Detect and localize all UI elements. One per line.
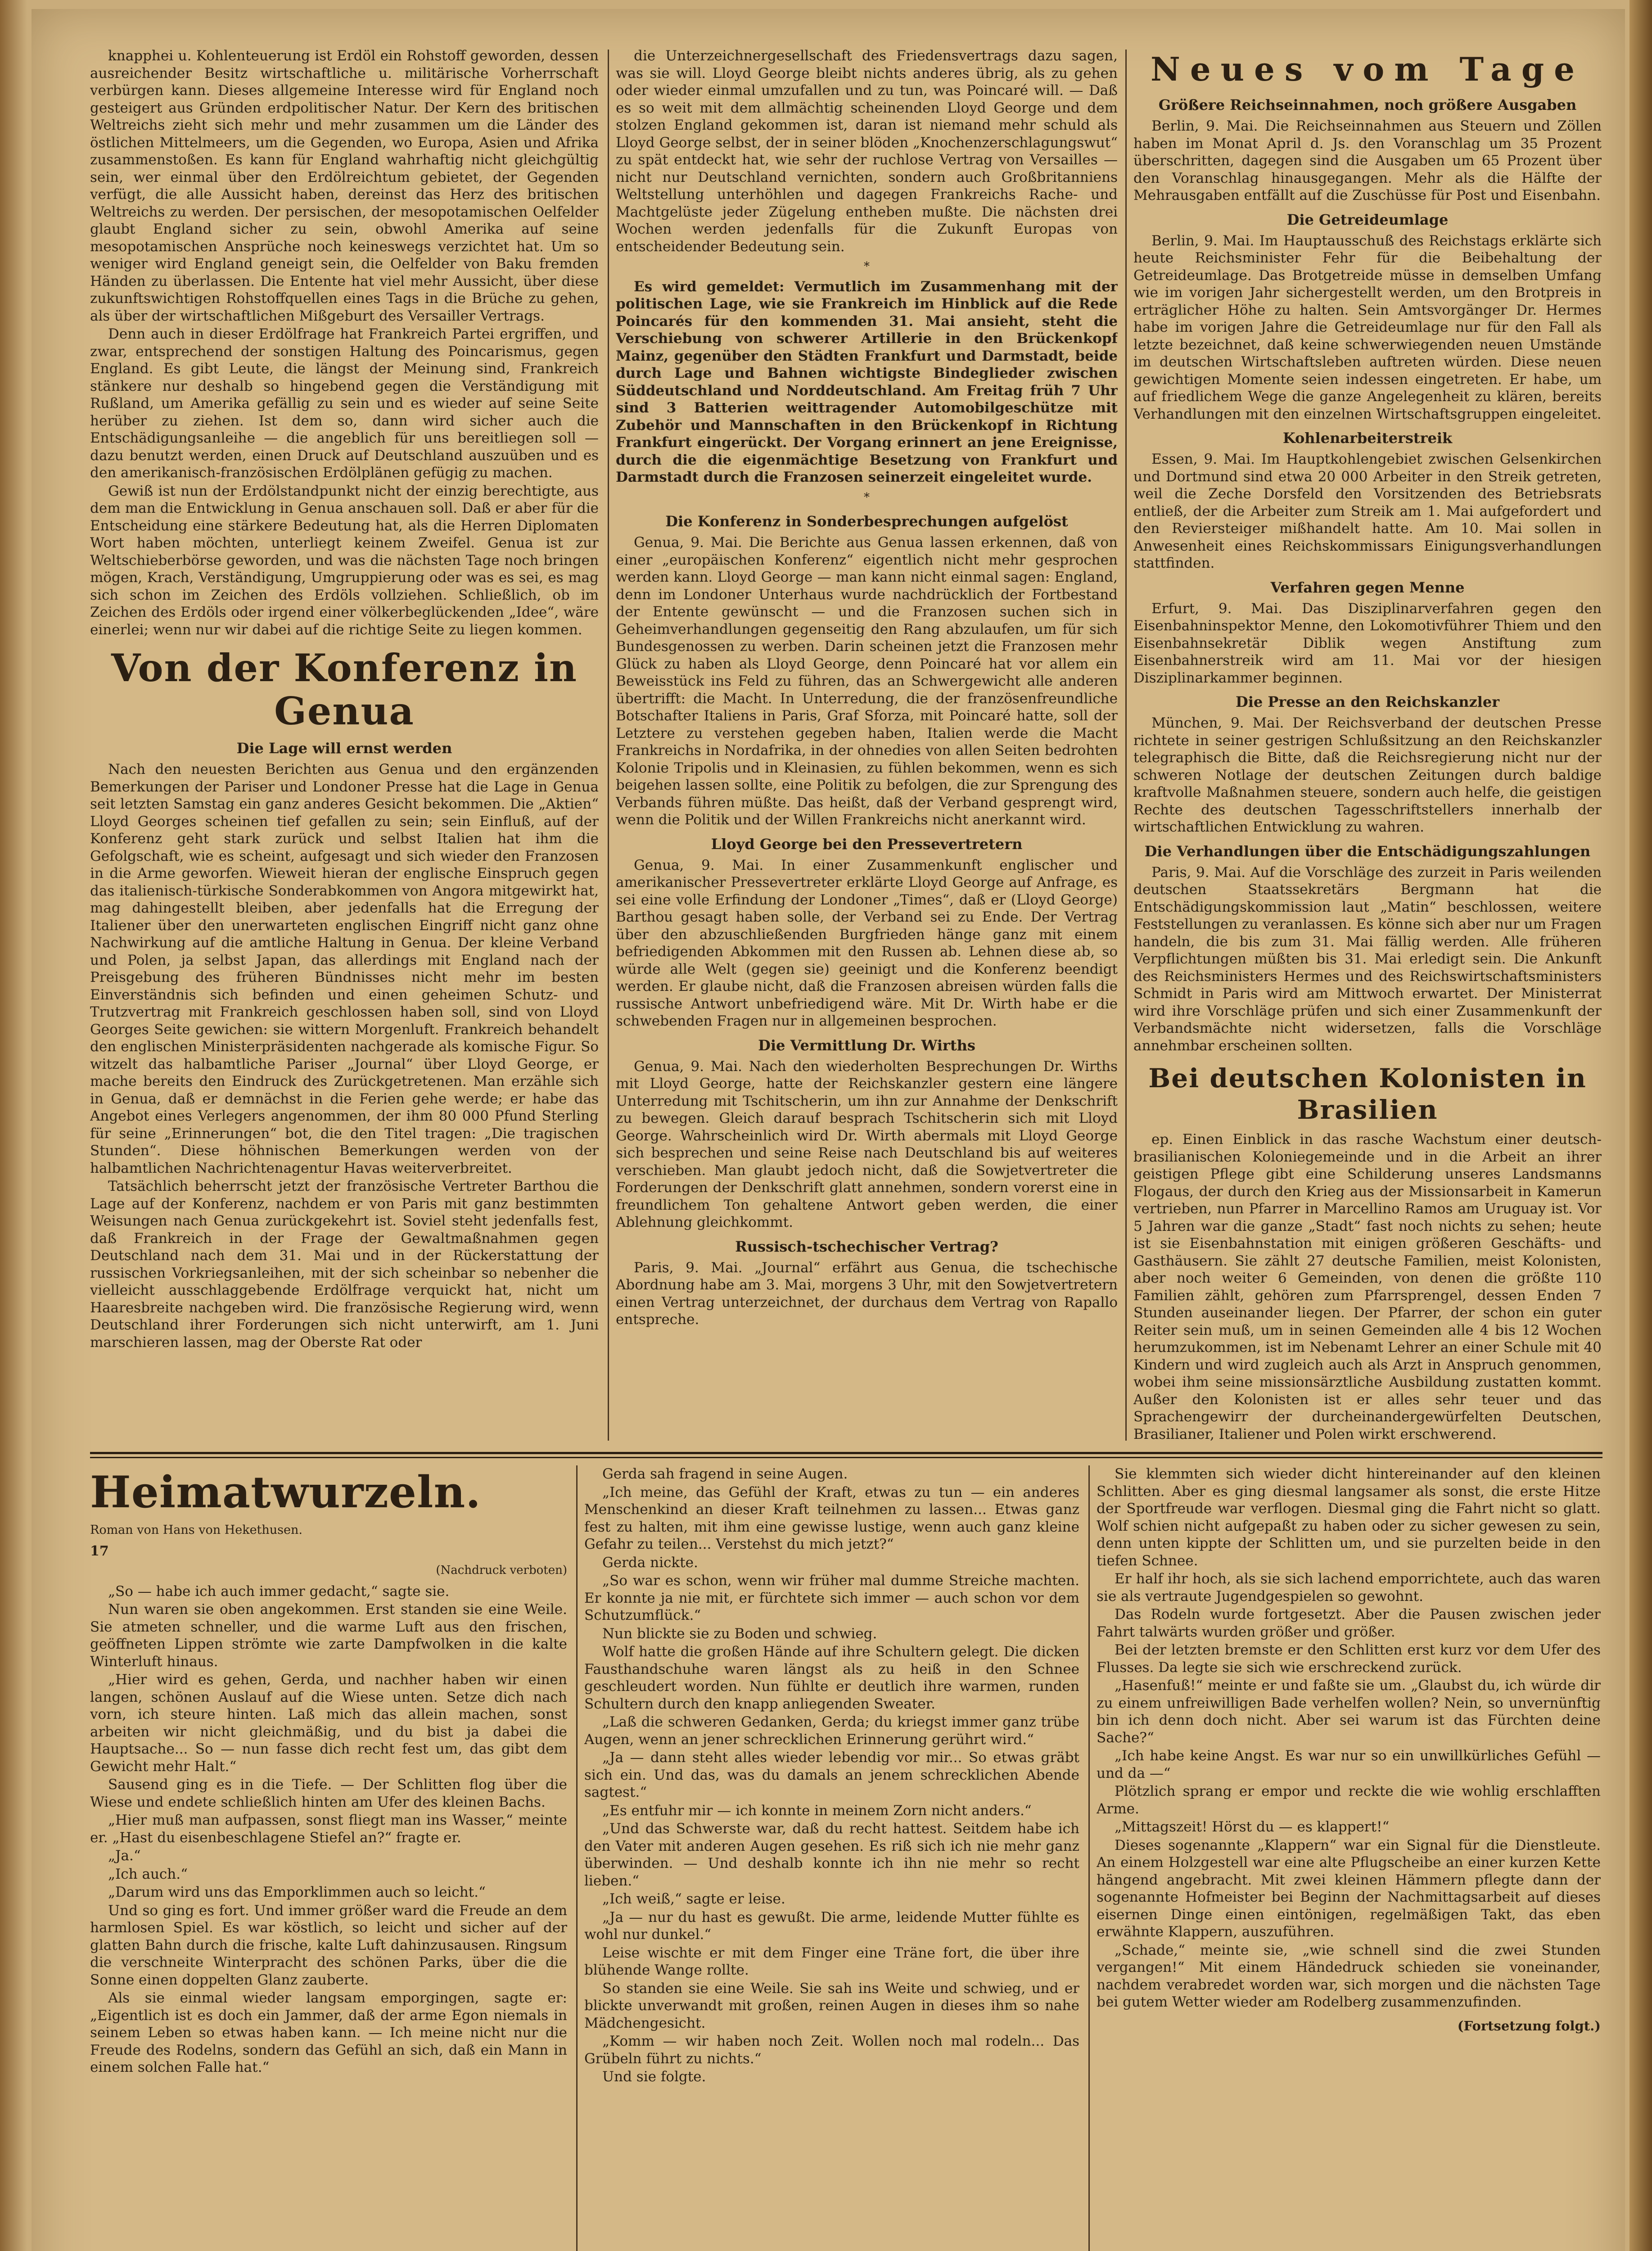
column-rule-1 <box>608 50 609 1441</box>
heimat-column-c <box>1097 1465 1601 2251</box>
russ-text: Paris, 9. Mai. „Journal“ erfährt aus Genua, die tschechische Abordnung habe am 3. Mai, morgens 3 Uhr, mit den Sowjetvertretern einen Vertrag unterzeichnet, der durchaus dem Vertrag von Rapallo entspreche. <box>616 1259 1118 1328</box>
kolonisten-text: ep. Einen Einblick in das rasche Wachstum einer deutsch-brasilianischen Koloniegemeinde und in die Arbeit an ihrer geistigen Pflege gibt eine Schilderung unseres Landsmanns Flogaus, der durch den Krieg aus der Missionsarbeit in Kamerun vertrieben, nun Pfarrer in Marcellino Ramos am Uruguay ist. Vor 5 Jahren war die ganze „Stadt“ fast noch nichts zu sehen; heute ist sie Eisenbahnstation mit einigen größeren Geschäfts- und Gasthäusern. Sie zählt 27 deutsche Familien, meist Kolonisten, aber noch weiter 6 Gemeinden, von denen die größte 110 Familien zählt, gehören zum Pfarrsprengel, dessen Enden 7 Stunden auseinander liegen. Der Pfarrer, der schon ein guter Reiter sein muß, um in seinen Gemeinden alle 4 bis 12 Wochen herumzukommen, ist im Nebenamt Lehrer an einer Schule mit 40 Kindern und wird zugleich auch als Arzt in Anspruch genommen, wobei ihm seine missionsärztliche Ausbildung zustatten kommt. Außer den Kolonisten ist er alles sehr teuer und das Sprachengewirr der durcheinandergewürfelten Deutschen, Brasilianer, Italiener und Polen wirkt erschwerend. <box>1133 1131 1602 1442</box>
nachrichten-list <box>1133 96 1602 1054</box>
column-3 <box>1133 47 1602 1443</box>
story-paragraph: Gerda sah fragend in seine Augen. <box>602 1466 848 1482</box>
feuilleton-divider-thin <box>90 1457 1602 1458</box>
paragraph: Tatsächlich beherrscht jetzt der französische Vertreter Barthou die Lage auf der Konferenz, nachdem er von Paris mit ganz bestimmten Weisungen nach Genua zurückgekehrt ist. Soviel steht jedenfalls fest, daß Frankreich in der Frage der Gewaltmaßnahmen gegen Deutschland nach dem 31. Mai und in der Rückerstattung der russischen Vorkriegsanleihen, mit der sich scheinbar so nebenher die vielleicht ausschlaggebende Erdölfrage verquickt hat, nicht um Haaresbreite nachgeben wird. Die französische Regierung wird, wenn Deutschland ihrer Forderungen sich nicht unterwirft, am 1. Juni marschieren lassen, mag der Oberste Rat oder <box>90 1178 599 1351</box>
story-paragraph: „Mittagszeit! Hörst du — es klappert!“ <box>1115 1819 1390 1835</box>
story-paragraph: „Ich weiß,“ sagte er leise. <box>602 1891 785 1907</box>
fortsetzung-folgt: (Fortsetzung folgt.) <box>1457 2018 1601 2034</box>
story-paragraph: Bei der letzten bremste er den Schlitten erst kurz vor dem Ufer des Flusses. Da legte sie sich wie erschreckend zurück. <box>1097 1642 1601 1676</box>
paragraph: Denn auch in dieser Erdölfrage hat Frankreich Partei ergriffen, und zwar, entsprechend der sonstigen Haltung des Poincarismus, gegen England. Es gibt Leute, die längst der Meinung sind, Frankreich stänkere nur deshalb so hingebend gegen die Verständigung mit Rußland, um Amerika gefällig zu sein und es wieder auf seine Seite herüber zu ziehen. Ist dem so, dann wird sicher auch die Entschädigungsanleihe — die angeblich für uns bereitliegen soll — dazu benutzt werden, einen Druck auf Deutschland auszuüben und es den amerikanisch-französischen Erdölplänen gefügig zu machen. <box>90 326 599 481</box>
konferenz-subhead: Die Lage will ernst werden <box>236 740 452 757</box>
story-paragraph: So standen sie eine Weile. Sie sah ins Weite und schwieg, und er blickte unverwandt mit großen, reinen Augen in dieses ihm so nahe Mädchengesicht. <box>584 1980 1079 2031</box>
separator-star: * <box>864 490 870 504</box>
story-paragraph: Wolf hatte die großen Hände auf ihre Schultern gelegt. Die dicken Fausthandschuhe waren längst als zu heiß in den Schnee geschleudert worden. Nun fühlte er deutlich ihre warmen, runden Schultern durch den knapp anliegenden Sweater. <box>584 1644 1079 1712</box>
sonder-subhead: Die Konferenz in Sonderbesprechungen aufgelöst <box>665 513 1068 530</box>
paragraph: die Unterzeichnergesellschaft des Friedensvertrags dazu sagen, was sie will. Lloyd George bleibt nichts anderes übrig, als zu gehen oder wieder einmal umzufallen und zu tun, was Poincaré will. — Daß es so weit mit dem allmächtig scheinenden Lloyd George und dem stolzen England gekommen ist, daran ist niemand mehr schuld als Lloyd George selbst, der in seiner blöden „Knochenzerschlagungswut“ zu spät entdeckt hat, wie sehr der ruchlose Vertrag von Versailles — nicht nur Deutschland vernichten, sondern auch Großbritanniens Weltstellung unterhöhlen und dagegen Frankreichs Rache- und Machtgelüste jeder Zügelung entheben mußte. Die nächsten drei Wochen werden jedenfalls für die Zukunft Europas von entscheidender Bedeutung sein. <box>616 48 1118 255</box>
heimat-title: Heimatwurzeln. <box>90 1467 481 1518</box>
paragraph: knapphei u. Kohlenteuerung ist Erdöl ein Rohstoff geworden, dessen ausreichender Besitz wirtschaftliche u. militärische Vorherrschaft verbürgen kann. Dieses allgemeine Interesse wird für England noch gesteigert aus Gründen erdpolitischer Natur. Der Kern des britischen Weltreichs zieht sich mehr und mehr zusammen um die Länder des östlichen Mittelmeers, um die Gegenden, wo Europa, Asien und Afrika zusammenstoßen. Es kann für England wahrhaftig nicht gleichgültig sein, wer einmal über den Erdölreichtum gebietet, der Gegenden verfügt, die alle Aussicht haben, dereinst das Herz des britischen Weltreichs zu werden. Der persischen, der mesopotamischen Oelfelder glaubt England sicher zu sein, obwohl Amerika auf seine mesopotamischen Ansprüche noch keineswegs verzichtet hat. Um so weniger wird England geneigt sein, die Oelfelder von Baku fremden Händen zu überlassen. Die Entente hat viel mehr Aussicht, über diese zukunftswichtigen Rohstoffquellen eines Tags in die Brüche zu gehen, als über der wirtschaftlichen Mißgeburt des Versailler Vertrags. <box>90 48 599 324</box>
story-paragraph: „Ja — dann steht alles wieder lebendig vor mir... So etwas gräbt sich ein. Und das, was du damals an jenem schrecklichen Abende sagtest.“ <box>584 1749 1079 1800</box>
story-paragraph: Nun waren sie oben angekommen. Erst standen sie eine Weile. Sie atmeten schneller, und die warme Luft aus den frischen, geöffneten Lippen strömte wie zarte Dampfwolken in die kalte Winterluft hinaus. <box>90 1601 567 1670</box>
news-subhead: Die Verhandlungen über die Entschädigungszahlungen <box>1144 842 1591 860</box>
story-paragraph: Plötzlich sprang er empor und reckte die wie wohlig erschlafften Arme. <box>1097 1783 1601 1817</box>
story-paragraph: Und so ging es fort. Und immer größer ward die Freude an dem harmlosen Spiel. Es war köstlich, so leicht und sicher auf der glatten Bahn durch die frische, kalte Luft dahinzusausen. Ringsum die verschneite Winterpracht des schönen Parks, über die die Sonne einen doppelten Glanz zauberte. <box>90 1902 567 1988</box>
feuilleton-rule-1 <box>576 1465 578 2251</box>
story-paragraph: Nun blickte sie zu Boden und schwieg. <box>602 1625 877 1642</box>
story-paragraph: „Es entfuhr mir — ich konnte in meinem Zorn nicht anders.“ <box>602 1802 1032 1819</box>
news-subhead: Verfahren gegen Menne <box>1270 579 1465 596</box>
news-subhead: Die Presse an den Reichskanzler <box>1235 693 1500 710</box>
story-paragraph: „Schade,“ meinte sie, „wie schnell sind die zwei Stunden vergangen!“ Mit einem Händedruck schieden sie voneinander, nachdem verabredet worden war, sich morgen und die nächsten Tage bei gutem Wetter wieder am Rodelberg zusammenzufinden. <box>1097 1942 1601 2010</box>
masthead-neues-vom-tage: Neues vom Tage <box>1151 50 1584 88</box>
heimat-text-c <box>1097 1465 1601 2011</box>
story-paragraph: Leise wischte er mit dem Finger eine Träne fort, die über ihre blühende Wange rollte. <box>584 1944 1079 1978</box>
chapter-number: 17 <box>90 1543 109 1559</box>
column-2 <box>616 47 1118 1443</box>
story-paragraph: „So — habe ich auch immer gedacht,“ sagte sie. <box>108 1583 450 1600</box>
paragraph: Nach den neuesten Berichten aus Genua und den ergänzenden Bemerkungen der Pariser und Londoner Presse hat die Lage in Genua seit letzten Samstag ein ganz anderes Gesicht bekommen. Die „Aktien“ Lloyd Georges scheinen tief gefallen zu sein; sein Einfluß, auf der Konferenz geht stark zurück und selbst Italien hat ihm die Gefolgschaft, wie es scheint, aufgesagt und sich wieder den Franzosen in die Arme geworfen. Wieweit hieran der englische Einspruch gegen das italienisch-türkische Sonderabkommen von Angora mitgewirkt hat, mag dahingestellt bleiben, aber jedenfalls hat die Erregung der Italiener über den unerwarteten englischen Eingriff nicht ganz ohne Nachwirkung auf die amtliche Haltung in Genua. Der kleine Verband und Polen, ja selbst Japan, das allerdings mit England nach der Preisgebung des früheren Bündnisses nicht mehr im besten Einverständnis sich befinden und einen geheimen Schutz- und Trutzvertrag mit Frankreich geschlossen haben soll, sind von Lloyd Georges Seite gewichen: sie wittern Morgenluft. Frankreich behandelt den englischen Ministerpräsidenten nachgerade als komische Figur. So witzelt das halbamtliche Pariser „Journal“ über Lloyd George, er mache bereits den Eindruck des Zurückgetretenen. Man erzähle sich in Genua, daß er demnächst in die Ferien gehe werde; er habe das Angebot eines Verlegers angenommen, der ihm 80 000 Pfund Sterling für seine „Erinnerungen“ bot, die den Titel tragen: „Die tragischen Stunden“. Diese höhnischen Bemerkungen werden von der halbamtlichen Nachrichtenagentur Havas weiterverbreitet. <box>90 761 599 1176</box>
story-paragraph: „Hier muß man aufpassen, sonst fliegt man ins Wasser,“ meinte er. „Hast du eisenbeschlagene Stiefel an?“ fragte er. <box>90 1812 567 1846</box>
feuilleton-rule-2 <box>1088 1465 1090 2251</box>
story-paragraph: „Und das Schwerste war, daß du recht hattest. Seitdem habe ich den Vater mit anderen Augen gesehen. Es riß sich ich nie mehr ganz überwinden. — Und deshalb konnte ich ihn nie mehr so recht lieben.“ <box>584 1821 1079 1889</box>
news-text: Paris, 9. Mai. Auf die Vorschläge des zurzeit in Paris weilenden deutschen Staatssekretärs Bergmann hat die Entschädigungskommission laut „Matin“ beschlossen, weitere Feststellungen zu veranlassen. Es könne sich aber nur um Fragen handeln, die bis zum 31. Mai fällig werden. Alle früheren Verpflichtungen müßten bis 31. Mai erledigt sein. Die Ankunft des Reichsministers Hermes und des Reichswirtschaftsministers Schmidt in Paris wird am Mittwoch erwartet. Der Ministerrat wird ihre Vorschläge prüfen und sich einer Zusammenkunft der Verbandsmächte nicht widersetzen, falls die Vorschläge annehmbar erscheinen sollten. <box>1133 864 1602 1054</box>
heimat-text-a <box>90 1583 567 2076</box>
binding-edge-left <box>0 0 27 2251</box>
story-paragraph: „Komm — wir haben noch Zeit. Wollen noch mal rodeln... Das Grübeln führt zu nichts.“ <box>584 2033 1079 2067</box>
erdoel-article <box>90 47 599 638</box>
heimat-column-a <box>90 1463 567 2251</box>
news-text: Essen, 9. Mai. Im Hauptkohlengebiet zwischen Gelsenkirchen und Dortmund sind etwa 20 000 Arbeiter in den Streik getreten, weil die Zeche Dorsfeld den Vorsitzenden des Betriebsrats entließ, der die Arbeiter zum Streik am 1. Mai aufgefordert und den Reviersteiger mißhandelt hatte. Am 10. Mai sollen in Anwesenheit eines Reichskommissars Einigungsverhandlungen stattfinden. <box>1133 451 1602 571</box>
konferenz-article <box>90 761 599 1351</box>
news-text: München, 9. Mai. Der Reichsverband der deutschen Presse richtete in seiner gestrigen Schlußsitzung an den Reichskanzler telegraphisch die Bitte, daß die Reichsregierung nicht nur der schweren Notlage der deutschen Zeitungen durch baldige kraftvolle Maßnahmen steuere, sondern auch helfe, die geistigen Rechte des deutschen Tagesschriftstellers innerhalb der wirtschaftlichen Entwicklung zu wahren. <box>1133 715 1602 835</box>
story-paragraph: „Hasenfuß!“ meinte er und faßte sie um. „Glaubst du, ich würde dir zu einem unfreiwilligen Bade verhelfen wollen? Nein, so unvernünftig bin ich denn doch nicht. Aber sei warum ist das Fürchten deine Sache?“ <box>1097 1677 1601 1746</box>
heimat-text-b <box>584 1465 1079 2086</box>
story-paragraph: „Ich habe keine Angst. Es war nur so ein unwillkürliches Gefühl — und da —“ <box>1097 1748 1601 1781</box>
feuilleton-divider <box>90 1452 1602 1454</box>
konferenz-heading: Von der Konferenz in Genua <box>111 646 578 733</box>
story-paragraph: Das Rodeln wurde fortgesetzt. Aber die Pausen zwischen jeder Fahrt talwärts wurden größer und größer. <box>1097 1606 1601 1640</box>
artillerie-meldung: Es wird gemeldet: Vermutlich im Zusammenhang mit der politischen Lage, wie sie Frankreich im Hinblick auf die Rede Poincarés für den kommenden 31. Mai ansieht, steht die Verschiebung von schwerer Artillerie in den Brückenkopf Mainz, gegenüber den Städten Frankfurt und Darmstadt, beide durch Lage und Bahnen wichtigste Bindeglieder zwischen Süddeutschland und Norddeutschland. Am Freitag früh 7 Uhr sind 3 Batterien weittragender Automobilgeschütze mit Zubehör und Mannschaften in den Brückenkopf in Richtung Frankfurt eingerückt. Der Vorgang erinnert an jene Ereignisse, durch die die eigenmächtige Besetzung von Frankfurt und Darmstadt durch die Franzosen seinerzeit eingeleitet wurde. <box>616 278 1118 485</box>
lloyd-george-article <box>616 47 1118 255</box>
presse-subhead: Lloyd George bei den Pressevertretern <box>711 835 1023 853</box>
story-paragraph: „So war es schon, wenn wir früher mal dumme Streiche machten. Er konnte ja nie mit, er fürchtete sich immer — auch schon vor dem Schutzumflück.“ <box>584 1573 1079 1623</box>
wirth-subhead: Die Vermittlung Dr. Wirths <box>758 1036 975 1054</box>
wirth-text: Genua, 9. Mai. Nach den wiederholten Besprechungen Dr. Wirths mit Lloyd George, hatte der Reichskanzler gestern eine längere Unterredung mit Tschitscherin, um ihn zur Annahme der Denkschrift zu bewegen. Gleich darauf besprach Tschitscherin sich mit Lloyd George. Wahrscheinlich wird Dr. Wirth abermals mit Lloyd George sich besprechen und seine Reise nach Deutschland bis auf weiteres verschieben. Man glaubt jedoch nicht, daß die Sowjetvertreter die Forderungen der Denkschrift glatt annehmen, sondern vorerst eine in freundlichem Ton gehaltene Antwort geben werden, die einer Ablehnung gleichkommt. <box>616 1058 1118 1230</box>
story-paragraph: „Ja — nur du hast es gewußt. Die arme, leidende Mutter fühlte es wohl nur dunkel.“ <box>584 1909 1079 1943</box>
russ-subhead: Russisch-tschechischer Vertrag? <box>735 1238 998 1255</box>
story-paragraph: Gerda nickte. <box>602 1554 698 1571</box>
story-paragraph: Er half ihr hoch, als sie sich lachend emporrichtete, auch das waren sie als vertraute Jugendgespielen so gewohnt. <box>1097 1571 1601 1605</box>
nachdruck-note: (Nachdruck verboten) <box>436 1564 567 1577</box>
page-edge-right <box>1629 0 1652 2251</box>
kolonisten-heading: Bei deutschen Kolonisten in Brasilien <box>1148 1063 1587 1125</box>
story-paragraph: „Darum wird uns das Emporklimmen auch so leicht.“ <box>108 1884 486 1900</box>
story-paragraph: Sausend ging es in die Tiefe. — Der Schlitten flog über die Wiese und endete schließlich hinten am Ufer des kleinen Bachs. <box>90 1776 567 1810</box>
column-rule-2 <box>1125 50 1127 1441</box>
paragraph: Gewiß ist nun der Erdölstandpunkt nicht der einzig berechtigte, aus dem man die Entwicklung in Genua anschauen soll. Daß er aber für die Entscheidung eine stärkere Bedeutung hat, als die Herren Diplomaten Wort haben möchten, unterliegt keinem Zweifel. Genua ist zur Weltschieberbörse geworden, und was die nächsten Tage noch bringen mögen, Krach, Verständigung, Umgruppierung oder was es sei, es mag sich schon im Zeichen des Erdöls vollziehen. Schließlich, ob im Zeichen des Erdöls oder irgend einer völkerbeglückenden „Idee“, wäre einerlei; wenn nur wir dabei auf die richtige Seite zu liegen kommen. <box>90 483 599 638</box>
heimat-column-b <box>584 1465 1079 2251</box>
news-subhead: Die Getreideumlage <box>1286 211 1449 228</box>
news-text: Berlin, 9. Mai. Die Reichseinnahmen aus Steuern und Zöllen haben im Monat April d. Js. den Voranschlag um 35 Prozent überschritten, dagegen sind die Ausgaben um 65 Prozent über den Voranschlag hinausgegangen. Mehr als die Hälfte der Mehrausgaben entfällt auf die Zuschüsse für Post und Eisenbahn. <box>1133 118 1602 203</box>
separator-star: * <box>864 260 870 273</box>
story-paragraph: Sie klemmten sich wieder dicht hintereinander auf den kleinen Schlitten. Aber es ging diesmal langsamer als sonst, die erste Hitze der Sportfreude war verflogen. Diesmal ging die Fahrt nicht so glatt. Wolf schien nicht aufgepaßt zu haben oder zu sicher gewesen zu sein, denn unten kippte der Schlitten um, und sie purzelten beide in den tiefen Schnee. <box>1097 1466 1601 1569</box>
story-paragraph: „Laß die schweren Gedanken, Gerda; du kriegst immer ganz trübe Augen, wenn an jener schrecklichen Erinnerung gerührt wird.“ <box>584 1714 1079 1748</box>
story-paragraph: Als sie einmal wieder langsam emporgingen, sagte er: „Eigentlich ist es doch ein Jammer, daß der arme Egon niemals in seinem Leben so etwas haben kann. — Ich meine nicht nur die Freude des Rodelns, sondern das Gefühl an sich, daß ein Mann in einem solchen Falle hat.“ <box>90 1990 567 2075</box>
roman-byline: Roman von Hans von Hekethusen. <box>90 1523 302 1537</box>
sonder-text: Genua, 9. Mai. Die Berichte aus Genua lassen erkennen, daß von einer „europäischen Konferenz“ eigentlich nicht mehr gesprochen werden kann. Lloyd George — man kann nicht einmal sagen: England, denn im Londoner Unterhaus wurde nachdrücklich der Fortbestand der Entente gewünscht — und die Franzosen suchen sich in Geheimverhandlungen gegenseitig den Rang abzulaufen, um für sich Bundesgenossen zu werben. Darin scheinen jetzt die Franzosen mehr Glück zu haben als Lloyd George, denn Poincaré hat vor allem ein Beweisstück ins Feld zu führen, das an Schwergewicht alle anderen übertrifft: die Macht. In Unterredung, die der französenfreundliche Botschafter Italiens in Paris, Graf Sforza, mit Poincaré hatte, soll der Letztere zu verstehen gegeben haben, Italien werde die Macht Frankreichs in Nordafrika, in der ohnedies von allen Seiten bedrohten Kolonie Tripolis und in Kleinasien, zu fühlen bekommen, wenn es sich beigehen lassen sollte, eine Politik zu befolgen, die zur Sprengung des Verbands führen müßte. Das heißt, daß der Verband gesprengt wird, wenn die Politik und der Willen Frankreichs nicht anerkannt wird. <box>616 534 1118 828</box>
story-paragraph: „Hier wird es gehen, Gerda, und nachher haben wir einen langen, schönen Auslauf auf die Wiese unten. Setze dich nach vorn, ich steure hinten. Laß mich das allein machen, sonst arbeiten wir nicht gleichmäßig, und du bist ja dabei die Hauptsache... So — nun fasse dich recht fest um, das gibt dem Gewicht mehr Halt.“ <box>90 1672 567 1775</box>
news-text: Berlin, 9. Mai. Im Hauptausschuß des Reichstags erklärte sich heute Reichsminister Fehr für die Beibehaltung der Getreideumlage. Das Brotgetreide müsse in demselben Umfang wie im vorigen Jahr sichergestellt werden, um den Brotpreis in erträglicher Höhe zu halten. Sein Amtsvorgänger Dr. Hermes habe im vorigen Jahre die Getreideumlage nur für den Fall als letzte bezeichnet, daß keine schwerwiegenden neuen Umstände im deutschen Wirtschaftsleben auftreten würden. Diese neuen gewichtigen Momente seien indessen eingetreten. Er habe, um auf friedlichem Wege die ganze Angelegenheit zu klären, bereits Verhandlungen mit den einzelnen Wirtschaftsgruppen eingeleitet. <box>1133 232 1602 422</box>
story-paragraph: „Ich auch.“ <box>108 1866 188 1882</box>
news-subhead: Größere Reichseinnahmen, noch größere Ausgaben <box>1158 96 1577 113</box>
news-subhead: Kohlenarbeiterstreik <box>1282 429 1453 447</box>
presse-text: Genua, 9. Mai. In einer Zusammenkunft englischer und amerikanischer Pressevertreter erklärte Lloyd George auf Anfrage, es sei eine volle Erfindung der Londoner „Times“, daß er (Lloyd George) Barthou gesagt haben solle, der Verband sei zu Ende. Der Vertrag über den abzuschließenden Burgfrieden hänge ganz mit einem befriedigenden Abkommen mit den Russen ab. Lehnen diese ab, so würde alle Welt (gegen sie) geeinigt und die Konferenz beendigt werden. Er glaube nicht, daß die Franzosen abreisen würden falls die russische Antwort unbefriedigend wäre. Mit Dr. Wirth habe er die schwebenden Fragen nur in allgemeinen besprochen. <box>616 857 1118 1029</box>
column-1 <box>90 47 599 1443</box>
story-paragraph: Dieses sogenannte „Klappern“ war ein Signal für die Dienstleute. An einem Holzgestell war eine alte Pflugscheibe an einer kurzen Kette hängend angebracht. Mit zwei kleinen Hämmern pflegte dann der sogenannte Hofmeister bei Beginn der Nachmittagsarbeit auf dieses eisernen Dinge einen eintönigen, regelmäßigen Takt, das eben erwähnte Klappern, auszuführen. <box>1097 1837 1601 1940</box>
story-paragraph: „Ja.“ <box>108 1848 141 1864</box>
story-paragraph: Und sie folgte. <box>602 2069 706 2085</box>
story-paragraph: „Ich meine, das Gefühl der Kraft, etwas zu tun — ein anderes Menschenkind an dieser Kraft teilnehmen zu lassen... Etwas ganz fest zu halten, mit ihm eine gewisse lustige, wenn auch ganz kleine Gefahr zu teilen... Verstehst du mich jetzt?“ <box>584 1484 1079 1552</box>
news-text: Erfurt, 9. Mai. Das Disziplinarverfahren gegen den Eisenbahninspektor Menne, den Lokomotivführer Thiem und den Eisenbahnsekretär Diblik wegen Anstiftung zum Eisenbahnerstreik wird am 11. Mai vor der hiesigen Disziplinarkammer beginnen. <box>1133 600 1602 686</box>
